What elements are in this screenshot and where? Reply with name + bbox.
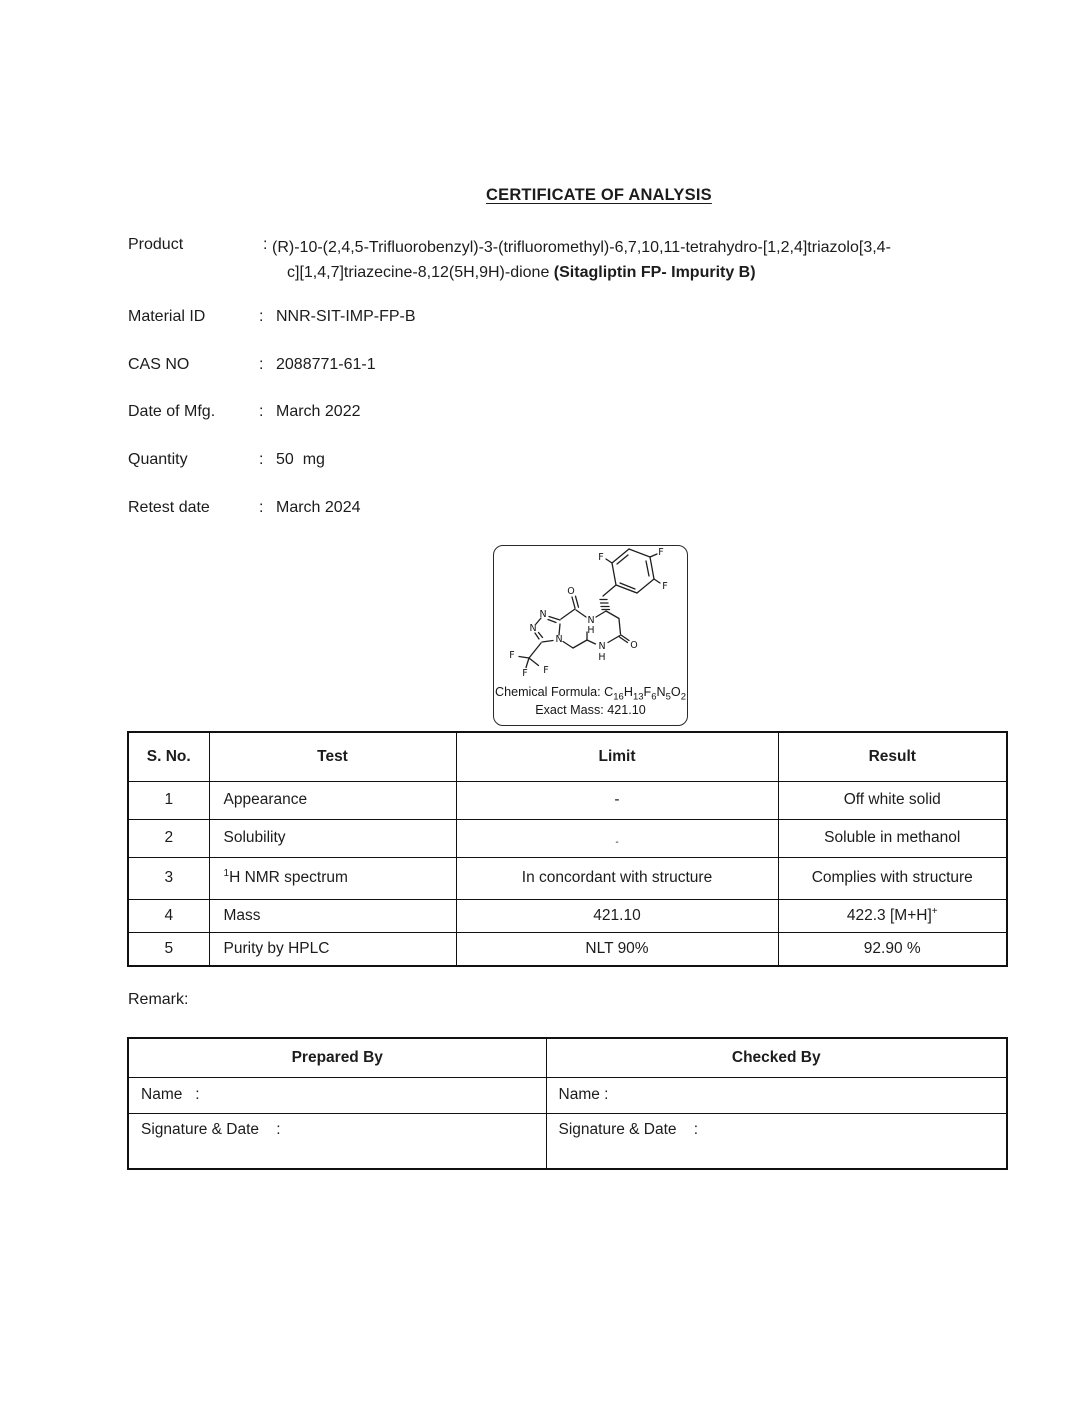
chemical-structure-box <box>493 545 688 726</box>
field-colon: : <box>259 451 264 468</box>
signature-cell-left: Signature & Date : <box>128 1113 546 1169</box>
field-label: Date of Mfg. <box>128 403 216 420</box>
field-colon: : <box>259 499 264 516</box>
field-label: Material ID <box>128 308 206 325</box>
remark-label: Remark: <box>128 991 189 1008</box>
col-header-result: Result <box>778 732 1007 781</box>
cell-result: Soluble in methanol <box>778 819 1007 857</box>
product-label: Product <box>128 236 184 253</box>
field-value: 50 mg <box>276 451 325 468</box>
field-value: March 2024 <box>276 499 361 516</box>
atom-labels <box>509 547 667 679</box>
signature-table-section <box>127 1037 1008 1170</box>
cell-test: Appearance <box>209 781 456 819</box>
svg-text:F: F <box>543 665 549 676</box>
exact-mass-line: Exact Mass: 421.10 <box>535 703 646 717</box>
svg-text:H: H <box>598 652 606 663</box>
name-cell-left: Name : <box>128 1077 546 1113</box>
results-table-section <box>127 731 1008 967</box>
cell-sno: 5 <box>128 932 209 966</box>
checked-by-header: Checked By <box>546 1038 1007 1077</box>
signature-cell-right: Signature & Date : <box>546 1113 1007 1169</box>
svg-text:O: O <box>567 586 575 597</box>
product-value-line1: (R)-10-(2,4,5-Trifluorobenzyl)-3-(trifluoromethyl)-6,7,10,11-tetrahydro-[1,2,4]triazolo[3,4- <box>272 239 891 256</box>
page-title: CERTIFICATE OF ANALYSIS <box>486 186 712 204</box>
cell-sno: 4 <box>128 899 209 932</box>
product-value-line2-bold: (Sitagliptin FP- Impurity B) <box>553 263 756 281</box>
results-header-row <box>128 732 1007 781</box>
svg-text:H: H <box>587 625 595 636</box>
field-value: 2088771-61-1 <box>276 356 376 373</box>
cell-test: Mass <box>209 899 456 932</box>
col-header-limit: Limit <box>456 732 778 781</box>
cell-sno: 3 <box>128 857 209 899</box>
results-table <box>127 731 1008 967</box>
svg-text:N: N <box>555 634 563 645</box>
svg-text:N: N <box>598 641 606 652</box>
signature-row <box>128 1113 1007 1169</box>
field-value: March 2022 <box>276 403 361 420</box>
svg-text:N: N <box>539 609 547 620</box>
cell-sno: 1 <box>128 781 209 819</box>
svg-text:O: O <box>630 640 638 651</box>
cell-limit <box>456 819 778 857</box>
field-row-retest-date <box>128 499 361 517</box>
cell-limit: NLT 90% <box>456 932 778 966</box>
col-header-sno: S. No. <box>128 732 209 781</box>
svg-text:F: F <box>658 547 664 558</box>
field-label: CAS NO <box>128 356 190 373</box>
svg-text:F: F <box>509 650 515 661</box>
signature-header-row <box>128 1038 1007 1077</box>
field-value: NNR-SIT-IMP-FP-B <box>276 308 416 325</box>
col-header-test: Test <box>209 732 456 781</box>
table-row <box>128 932 1007 966</box>
svg-text:F: F <box>598 552 604 563</box>
svg-text:N: N <box>529 623 537 634</box>
field-label: Retest date <box>128 499 210 516</box>
field-label: Quantity <box>128 451 188 468</box>
table-row <box>128 899 1007 932</box>
field-row-date-of-mfg <box>128 403 361 421</box>
cell-limit: 421.10 <box>456 899 778 932</box>
field-colon: : <box>259 403 264 420</box>
name-row <box>128 1077 1007 1113</box>
table-row <box>128 857 1007 899</box>
cell-result: Off white solid <box>778 781 1007 819</box>
product-colon: : <box>263 236 268 253</box>
small-dash: - <box>615 837 619 848</box>
cell-result: 422.3 [M+H]+ <box>778 899 1007 932</box>
chemical-structure-drawing <box>494 546 689 684</box>
name-cell-right: Name : <box>546 1077 1007 1113</box>
cell-result: Complies with structure <box>778 857 1007 899</box>
field-colon: : <box>259 308 264 325</box>
product-value <box>272 236 1012 285</box>
table-row <box>128 819 1007 857</box>
signature-table <box>127 1037 1008 1170</box>
cell-result: 92.90 % <box>778 932 1007 966</box>
field-row-material-id <box>128 308 416 326</box>
cell-test: Solubility <box>209 819 456 857</box>
svg-text:N: N <box>587 615 595 626</box>
table-row <box>128 781 1007 819</box>
svg-text:F: F <box>522 668 528 679</box>
cell-test: $^1$H NMR spectrum <box>209 857 456 899</box>
cell-sno: 2 <box>128 819 209 857</box>
svg-text:F: F <box>662 581 668 592</box>
product-value-line2 <box>287 261 1012 286</box>
cell-limit: - <box>456 781 778 819</box>
product-value-line2-normal: c][1,4,7]triazecine-8,12(5H,9H)-dione <box>287 263 554 281</box>
cell-test: Purity by HPLC <box>209 932 456 966</box>
cell-limit: In concordant with structure <box>456 857 778 899</box>
field-row-cas-no <box>128 356 376 374</box>
field-colon: : <box>259 356 264 373</box>
field-row-quantity <box>128 451 325 469</box>
prepared-by-header: Prepared By <box>128 1038 546 1077</box>
chemical-formula-line: Chemical Formula: $C_{16}H_{13}F_6N_5O_2$ <box>494 685 687 703</box>
